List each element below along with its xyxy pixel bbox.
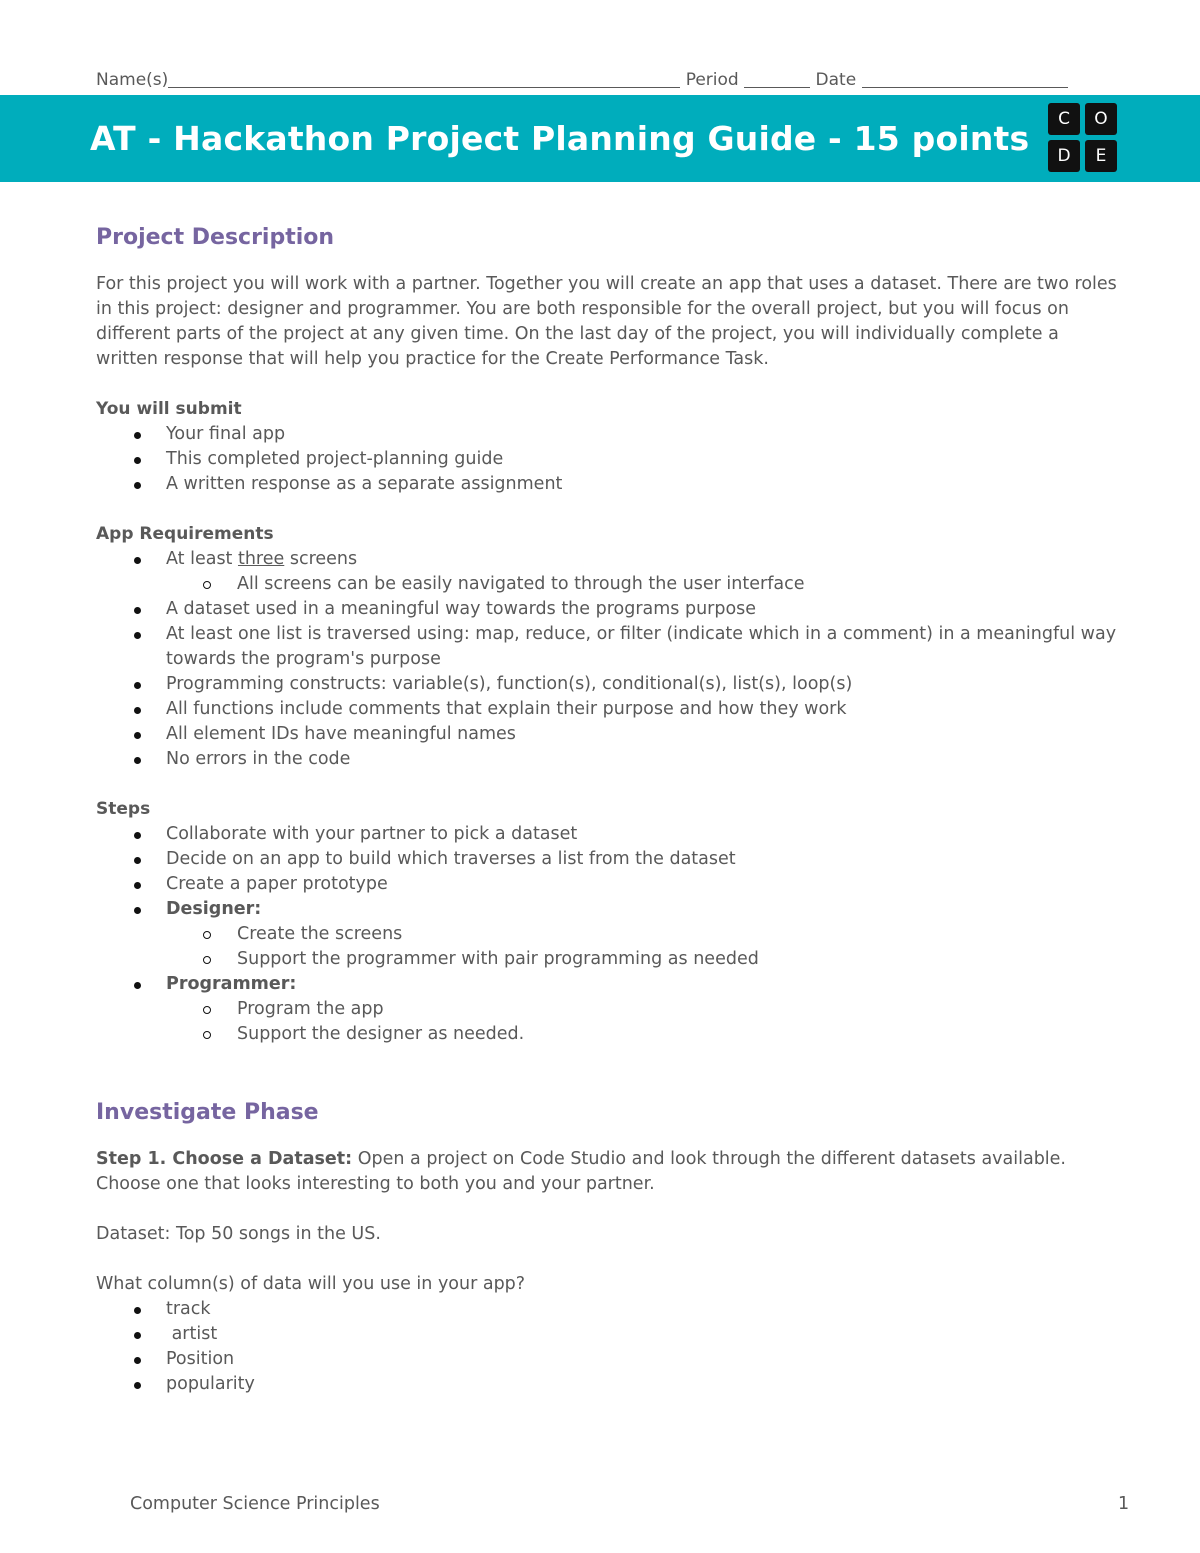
sub-list-item: Program the app	[96, 997, 1126, 1022]
sub-list-item: Create the screens	[96, 922, 1126, 947]
list-item[interactable]: Position	[96, 1347, 1126, 1372]
step1-paragraph	[96, 1147, 1126, 1197]
date-label: Date	[815, 70, 857, 90]
list-item: A dataset used in a meaningful way towards the programs purpose	[96, 597, 1126, 622]
investigate-phase-heading: Investigate Phase	[96, 1100, 319, 1125]
steps-heading: Steps	[96, 799, 151, 819]
footer-page-number: 1	[1118, 1494, 1130, 1514]
footer-course: Computer Science Principles	[130, 1494, 380, 1514]
name-label: Name(s)	[96, 70, 169, 90]
document-body	[96, 222, 1126, 1397]
programmer-label: Programmer:	[96, 972, 1126, 997]
list-item-text: screens	[284, 549, 358, 569]
list-item[interactable]: artist	[96, 1322, 1126, 1347]
logo-letter-c: C	[1048, 103, 1080, 135]
columns-list	[96, 1297, 1126, 1397]
list-item: At least one list is traversed using: map, reduce, or filter (indicate which in a comment) in a meaningful way towards the program's purpose	[96, 622, 1126, 672]
list-item[interactable]: track	[96, 1297, 1126, 1322]
list-item: All functions include comments that explain their purpose and how they work	[96, 697, 1126, 722]
page-title: AT - Hackathon Project Planning Guide - 15 points	[90, 119, 1030, 158]
project-description-paragraph: For this project you will work with a partner. Together you will create an app that uses a dataset. There are two roles in this project: designer and programmer. You are both responsible for the overall project, but you will focus on different parts of the project at any given time. On the last day of the project, you will individually complete a written response that will help you practice for the Create Performance Task.	[96, 274, 1117, 369]
step1-label: Step 1. Choose a Dataset:	[96, 1149, 353, 1169]
requirements-list	[96, 547, 1126, 772]
sub-list-item: All screens can be easily navigated to through the user interface	[96, 572, 1126, 597]
designer-label: Designer:	[96, 897, 1126, 922]
name-period-date-line	[96, 70, 1086, 90]
code-org-logo	[1048, 103, 1118, 173]
list-item: A written response as a separate assignment	[96, 472, 1126, 497]
list-item: No errors in the code	[96, 747, 1126, 772]
step1-text: Open a project on Code Studio and look through the different datasets available. Choose one that looks interesting to both you and your partner.	[96, 1149, 1066, 1194]
list-item: Your final app	[96, 422, 1126, 447]
sub-list-item: Support the designer as needed.	[96, 1022, 1126, 1047]
list-item: All element IDs have meaningful names	[96, 722, 1126, 747]
list-item	[96, 547, 1126, 572]
steps-list	[96, 822, 1126, 1047]
list-item: Decide on an app to build which traverses a list from the dataset	[96, 847, 1126, 872]
period-label: Period	[685, 70, 739, 90]
submit-list	[96, 422, 1126, 497]
dataset-line[interactable]: Dataset: Top 50 songs in the US.	[96, 1224, 381, 1244]
list-item-text: At least	[166, 549, 238, 569]
columns-question: What column(s) of data will you use in your app?	[96, 1274, 526, 1294]
app-requirements-heading: App Requirements	[96, 524, 274, 544]
logo-letter-o: O	[1085, 103, 1117, 135]
list-item: Collaborate with your partner to pick a dataset	[96, 822, 1126, 847]
name-blank[interactable]	[168, 70, 680, 88]
logo-letter-e: E	[1085, 140, 1117, 172]
sub-list-item: Support the programmer with pair programming as needed	[96, 947, 1126, 972]
list-item: Programming constructs: variable(s), function(s), conditional(s), list(s), loop(s)	[96, 672, 1126, 697]
list-item[interactable]: popularity	[96, 1372, 1126, 1397]
period-blank[interactable]	[744, 70, 810, 88]
list-item: Create a paper prototype	[96, 872, 1126, 897]
underlined-word: three	[237, 549, 285, 569]
project-description-heading: Project Description	[96, 225, 335, 250]
list-item: This completed project-planning guide	[96, 447, 1126, 472]
date-blank[interactable]	[862, 70, 1068, 88]
logo-letter-d: D	[1048, 140, 1080, 172]
title-banner	[0, 95, 1200, 182]
submit-heading: You will submit	[96, 399, 242, 419]
